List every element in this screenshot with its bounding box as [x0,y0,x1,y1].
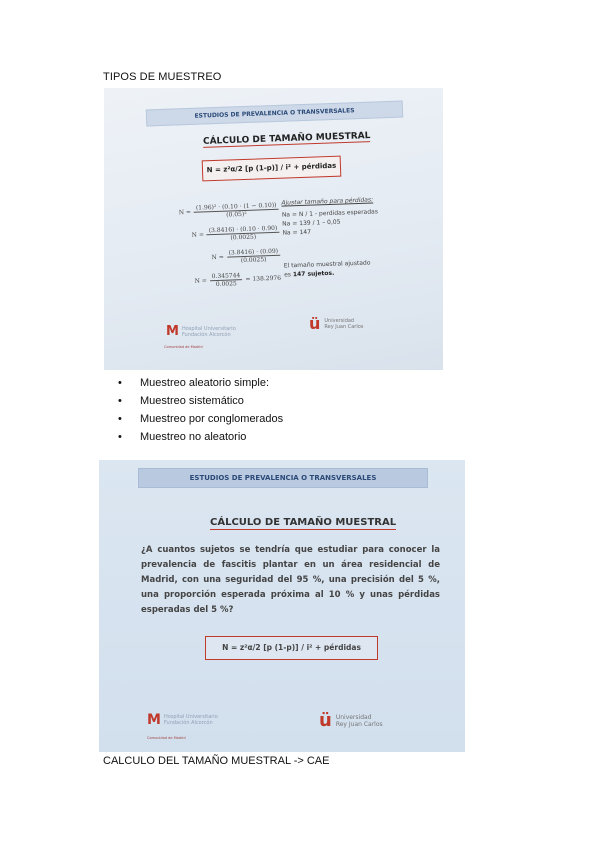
denominator: (0.05)² [226,210,247,219]
result-line: El tamaño muestral ajustado [283,259,371,270]
equation-step-3 [150,248,280,268]
numerator: (3.8416) · (0.10 · 0.90) [207,225,280,236]
adjustment-line: Na = 147 [282,228,312,237]
adjustment-line: Na = N / 1 - perdidas esperadas [281,208,379,219]
formula-box: N = z²α/2 [p (1-p)] / i² + pérdidas [202,156,342,182]
equation-step-1 [148,202,278,222]
calculation-steps [148,202,281,298]
equation-lhs: N = [194,277,207,285]
adjustment-block [281,196,378,238]
list-item: • Muestreo sistemático [118,392,283,410]
adjustment-title: Ajustar tamaño para pérdidas: [281,196,374,207]
hospital-logo-icon: M [166,324,179,339]
list-item: • Muestreo aleatorio simple: [118,374,283,392]
slide-banner: ESTUDIOS DE PREVALENCIA O TRANSVERSALES [138,468,428,488]
slide-question: ¿A cuantos sujetos se tendría que estudiar para conocer la prevalencia de fascitis plantar en un área residencial de Madrid, con una seguridad del 95 %, una precisión del 5 %, una proporción esperada próxima al 10 % y unas pérdidas esperadas del 5 %? [141,545,440,615]
result-block [284,258,371,279]
result-line: es 147 sujetos. [284,269,335,279]
equation-lhs: N = [178,208,192,217]
section-heading: TIPOS DE MUESTREO [103,71,222,83]
numerator: 0.345744 [210,272,243,281]
section-caption: CALCULO DEL TAMAÑO MUESTRAL -> CAE [103,755,330,767]
hospital-logo-icon: M [147,712,161,728]
denominator: (0.0025) [240,256,267,265]
equation-lhs: N = [211,253,224,262]
adjustment-line: Na = 139 / 1 – 0,05 [282,218,341,228]
hospital-logo: M Hospital Universitario Fundación Alcorcón [147,712,218,728]
slide-image-sample-size-calculation [104,88,443,370]
denominator: (0.0025) [230,233,257,242]
equation-step-2 [149,225,279,245]
list-item: • Muestreo no aleatorio [118,428,283,446]
result-value: 147 sujetos. [292,269,335,279]
slide-banner: ESTUDIOS DE PREVALENCIA O TRANSVERSALES [146,101,403,127]
slide-image-sample-size-question [99,460,465,752]
equation-step-4 [151,271,281,291]
list-item: • Muestreo por conglomerados [118,410,283,428]
region-logo: Comunidad de Madrid [147,736,186,740]
university-logo: ü Universidad Rey Juan Carlos [319,710,383,731]
slide-title: CÁLCULO DE TAMAÑO MUESTRAL [210,517,397,528]
slide-title: CÁLCULO DE TAMAÑO MUESTRAL [202,131,371,147]
hospital-logo: M Hospital Universitario Fundación Alcorcón [166,324,236,339]
numerator: (3.8416) · (0.09) [227,248,281,258]
sampling-types-list [118,374,283,446]
university-logo-icon: ü [309,314,321,333]
denominator: 0.0025 [215,280,237,288]
equation-result: = 138.2976 [245,274,282,283]
university-logo: ü Universidad Rey Juan Carlos [309,314,364,333]
numerator: (1.96)² · (0.10 · (1 − 0.10)) [194,202,279,213]
formula-box: N = z²α/2 [p (1-p)] / i² + pérdidas [205,636,378,660]
university-logo-icon: ü [319,710,332,731]
region-logo: Comunidad de Madrid [164,345,203,349]
equation-lhs: N = [191,231,205,239]
